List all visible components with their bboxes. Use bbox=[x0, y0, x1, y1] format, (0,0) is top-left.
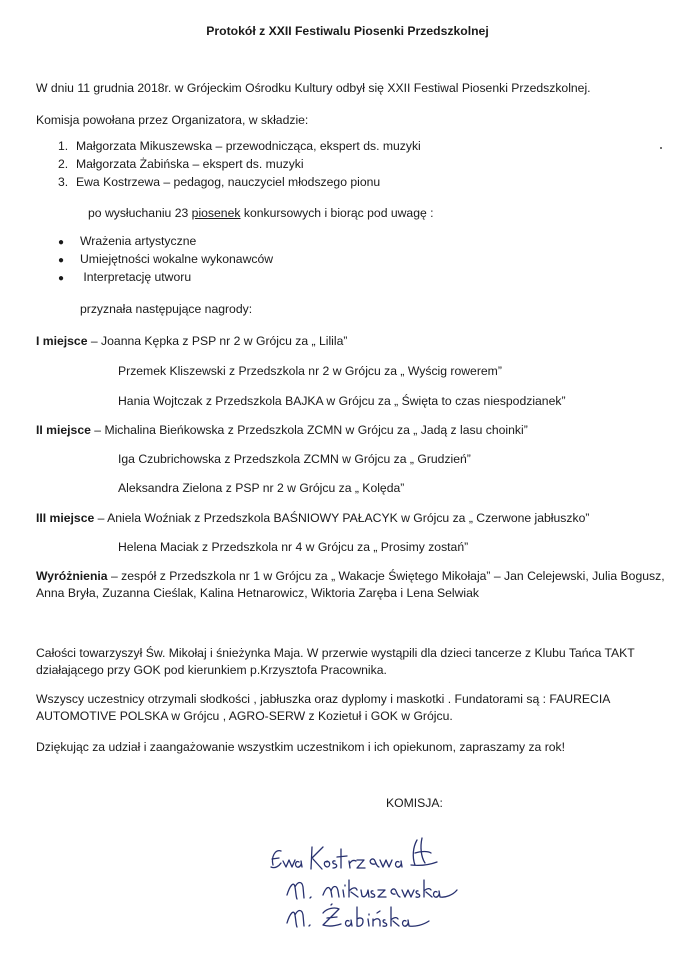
criteria-text: Interpretację utworu bbox=[80, 270, 192, 284]
distinctions-text: – zespół z Przedszkola nr 1 w Grójcu za „ Wakacje Świętego Mikołaja” – Jan Celejewski, Julia Bogusz, bbox=[107, 569, 665, 583]
criteria-text: Umiejętności wokalne wykonawców bbox=[80, 252, 274, 266]
awards-intro: przyznała następujące nagrody: bbox=[80, 302, 253, 316]
list-number: 1. bbox=[58, 139, 69, 153]
criteria-item bbox=[58, 252, 273, 268]
distinctions-text: Anna Bryła, Zuzanna Cieślak, Kalina Hetnarowicz, Wiktoria Zaręba i Lena Selwiak bbox=[36, 586, 480, 600]
award-text: – Michalina Bieńkowska z Przedszkola ZCMN w Grójcu za „ Jadą z lasu choinki” bbox=[90, 423, 528, 437]
listening-text-pre: po wysłuchaniu 23 bbox=[88, 206, 192, 220]
bullet-icon: ● bbox=[58, 273, 65, 284]
closing-paragraph: Dziękując za udział i zaangażowanie wszystkim uczestnikom i ich opiekunom, zapraszamy za rok! bbox=[36, 740, 566, 754]
award-text: – Aniela Woźniak z Przedszkola BAŚNIOWY PAŁACYK w Grójcu za „ Czerwone jabłuszko” bbox=[94, 511, 590, 525]
award-text: Helena Maciak z Przedszkola nr 4 w Grójcu za „ Prosimy zostań” bbox=[118, 540, 469, 554]
list-number: 2. bbox=[58, 157, 69, 171]
handwritten-signatures bbox=[265, 835, 465, 930]
paragraph-line: działającego przy GOK pod kierunkiem p.Krzysztofa Pracownika. bbox=[36, 663, 387, 677]
listening-text-underlined: piosenek bbox=[191, 206, 241, 220]
signature-image bbox=[265, 835, 465, 930]
paragraph-line: Całości towarzyszył Św. Mikołaj i śnieżynka Maja. W przerwie wystąpili dla dzieci tancerze z Klubu Tańca TAKT bbox=[36, 646, 635, 660]
first-place-line bbox=[36, 334, 347, 348]
second-place-label: II miejsce bbox=[36, 423, 91, 437]
commission-member-text: Ewa Kostrzewa – pedagog, nauczyciel młodszego pionu bbox=[76, 175, 381, 189]
first-place-label: I miejsce bbox=[36, 334, 88, 348]
commission-member-text: Małgorzata Mikuszewska – przewodnicząca, ekspert ds. muzyki bbox=[76, 139, 421, 153]
listening-text-post: konkursowych i biorąc pod uwagę : bbox=[240, 206, 434, 220]
paragraph-line: AUTOMOTIVE POLSKA w Grójcu , AGRO-SERW z Kozietuł i GOK w Grójcu. bbox=[36, 709, 453, 723]
listening-line bbox=[88, 206, 434, 220]
commission-member-text: Małgorzata Żabińska – ekspert ds. muzyki bbox=[76, 157, 304, 171]
third-place-line bbox=[36, 511, 589, 525]
award-text: Przemek Kliszewski z Przedszkola nr 2 w Grójcu za „ Wyścig rowerem” bbox=[118, 364, 502, 378]
commission-member bbox=[58, 157, 304, 171]
award-text: Iga Czubrichowska z Przedszkola ZCMN w Grójcu za „ Grudzień” bbox=[118, 452, 471, 466]
third-place-label: III miejsce bbox=[36, 511, 95, 525]
distinctions-line bbox=[36, 569, 665, 583]
award-text: – Joanna Kępka z PSP nr 2 w Grójcu za „ Lilila” bbox=[87, 334, 348, 348]
award-text: Hania Wojtczak z Przedszkola BAJKA w Grójcu za „ Święta to czas niespodzianek” bbox=[118, 394, 566, 408]
document-title: Protokół z XXII Festiwalu Piosenki Przedszkolnej bbox=[206, 24, 489, 38]
commission-intro: Komisja powołana przez Organizatora, w składzie: bbox=[36, 113, 309, 127]
criteria-text: Wrażenia artystyczne bbox=[80, 234, 197, 248]
commission-member bbox=[58, 175, 380, 189]
second-place-line bbox=[36, 423, 528, 437]
award-text: Aleksandra Zielona z PSP nr 2 w Grójcu za „ Kolęda” bbox=[118, 481, 405, 495]
distinctions-label: Wyróżnienia bbox=[36, 569, 108, 583]
scan-speck bbox=[660, 147, 662, 149]
criteria-item bbox=[58, 234, 196, 250]
intro-paragraph: W dniu 11 grudnia 2018r. w Grójeckim Ośrodku Kultury odbył się XXII Festiwal Piosenki Przedszkolnej. bbox=[36, 81, 591, 95]
commission-member bbox=[58, 139, 421, 153]
criteria-item bbox=[58, 270, 191, 286]
commission-signature-label: KOMISJA: bbox=[386, 796, 443, 810]
bullet-icon: ● bbox=[58, 237, 65, 248]
bullet-icon: ● bbox=[58, 255, 65, 266]
paragraph-line: Wszyscy uczestnicy otrzymali słodkości , jabłuszka oraz dyplomy i maskotki . Fundatorami są : FAURECIA bbox=[36, 692, 611, 706]
list-number: 3. bbox=[58, 175, 69, 189]
